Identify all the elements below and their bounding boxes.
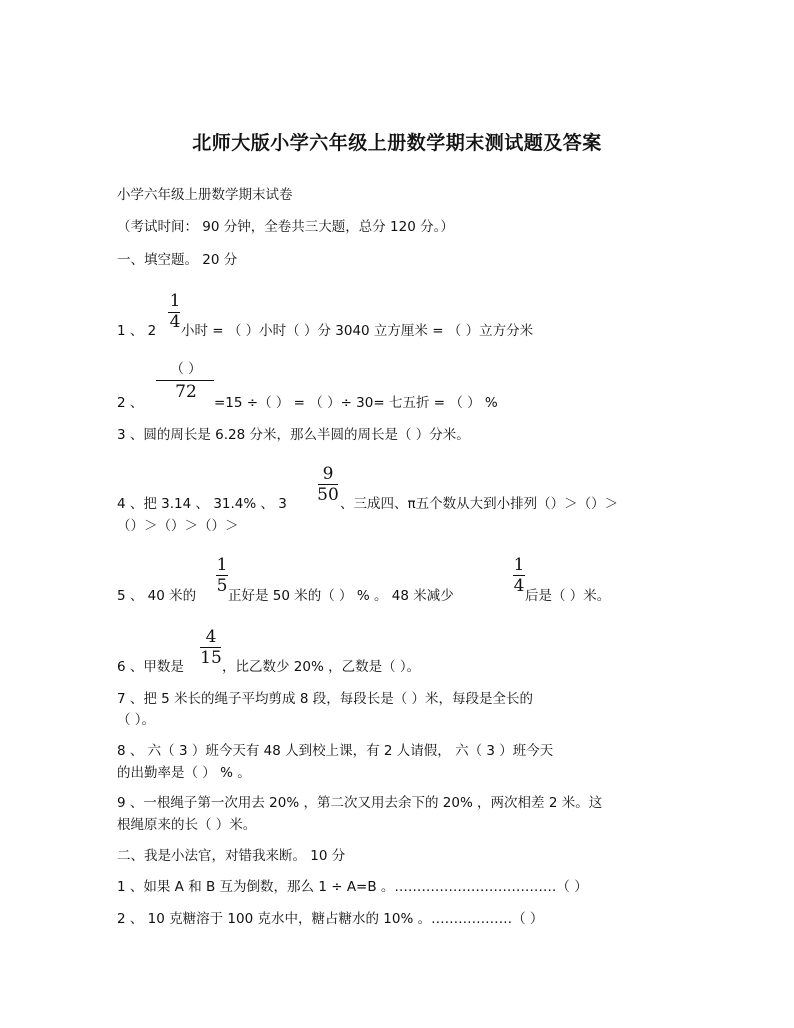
q9-line1: 9 、一根绳子第一次用去 20% ，第二次又用去余下的 20% ，两次相差 2 米。这: [117, 795, 603, 811]
exam-info: （考试时间： 90 分钟，全卷共三大题，总分 120 分。）: [117, 219, 454, 235]
q7-line2: （ ）。: [117, 712, 156, 728]
exam-subtitle: 小学六年级上册数学期末试卷: [117, 187, 293, 203]
q5-fraction1-numerator: 1: [216, 555, 228, 575]
q4-fraction-denominator: 50: [317, 485, 339, 505]
q8-line2: 的出勤率是（ ） % 。: [117, 765, 251, 781]
q8-line1: 8 、 六（ 3 ）班今天有 48 人到校上课，有 2 人请假， 六（ 3 ）班今天: [117, 743, 554, 759]
q6-prefix: 6 、甲数是: [117, 659, 184, 675]
q5-prefix: 5 、 40 米的: [117, 588, 197, 604]
section2-heading: 二、我是小法官，对错我来断。 10 分: [117, 848, 346, 864]
q4-text-line2: （）＞（）＞（）＞: [117, 518, 239, 534]
q5-fraction2-denominator: 4: [513, 576, 525, 596]
question-3: 3 、圆的周长是 6.28 分米，那么半圆的周长是（ ）分米。: [117, 427, 470, 443]
q1-prefix: 1 、 2: [117, 323, 157, 339]
section1-heading: 一、填空题。 20 分: [117, 252, 238, 268]
document-title: 北师大版小学六年级上册数学期末测试题及答案: [192, 132, 602, 154]
q7-line1: 7 、把 5 米长的绳子平均剪成 8 段，每段长是（ ）米，每段是全长的: [117, 691, 534, 707]
q4-text: 、三成四、π五个数从大到小排列（）＞（）＞: [340, 496, 619, 512]
q5-fraction1-denominator: 5: [216, 576, 228, 596]
q4-fraction-numerator: 9: [322, 464, 334, 484]
q4-prefix: 4 、把 3.14 、 31.4% 、 3: [117, 496, 287, 512]
q5-middle: 正好是 50 米的（ ） % 。 48 米减少: [228, 588, 454, 604]
q5-suffix: 后是（ ）米。: [525, 588, 611, 604]
q6-text: ，比乙数少 20% ，乙数是（ ）。: [222, 659, 421, 675]
q2-fraction-denominator: 72: [175, 382, 197, 402]
judge-question-1: 1 、如果 A 和 B 互为倒数，那么 1 ÷ A=B 。………………………………（ ）: [117, 879, 588, 895]
q5-fraction2-numerator: 1: [513, 555, 525, 575]
q2-prefix: 2 、: [117, 395, 144, 411]
q2-text: =15 ÷（ ） = （ ）÷ 30= 七五折 = （ ） %: [214, 395, 498, 411]
q2-fraction-numerator: （ ）: [170, 361, 202, 377]
q6-fraction-numerator: 4: [205, 627, 217, 647]
judge-question-2: 2 、 10 克糖溶于 100 克水中，糖占糖水的 10% 。………………（ ）: [117, 911, 544, 927]
q1-fraction-denominator: 4: [169, 312, 181, 332]
q9-line2: 根绳原来的长（ ）米。: [117, 817, 257, 833]
q1-fraction-numerator: 1: [169, 291, 181, 311]
q1-text: 小时 = （ ）小时（ ）分 3040 立方厘米 = （ ）立方分米: [181, 323, 534, 339]
q6-fraction-denominator: 15: [200, 648, 222, 668]
